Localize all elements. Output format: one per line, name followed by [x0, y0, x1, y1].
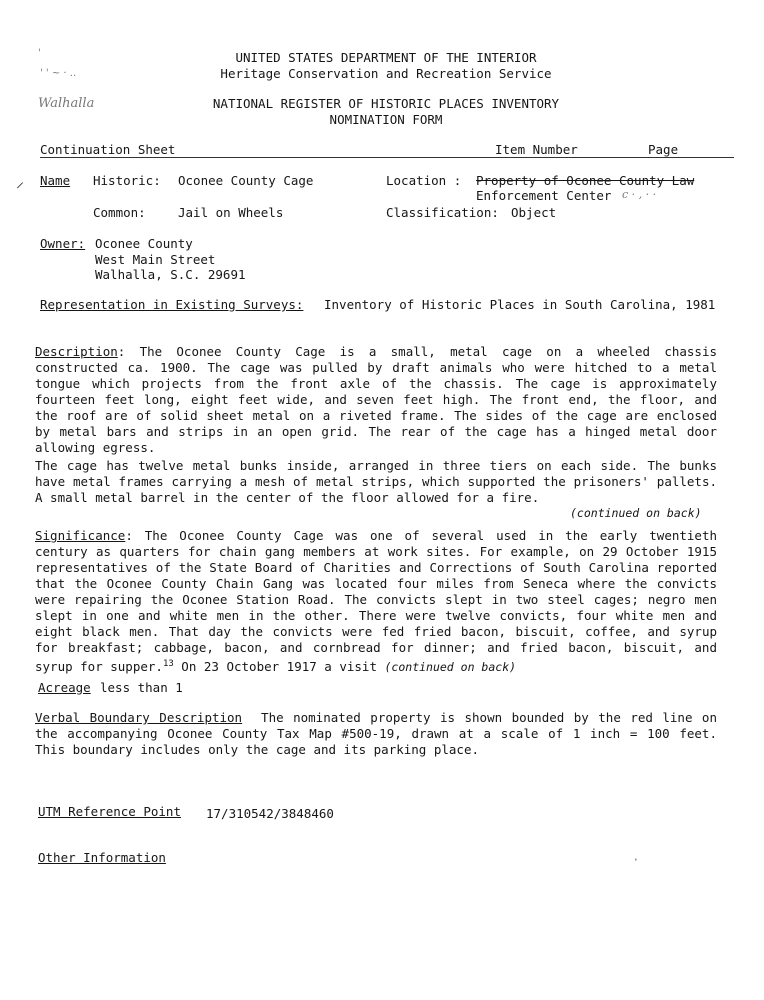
page-label: Page — [648, 142, 679, 157]
boundary-text: The nominated property is shown bounded by the red line on the accompanying Oconee County Tax Map #500-19, drawn at a scale of 1 inch = 100 feet. This boundary includes only the cage and its parking place. — [35, 710, 717, 757]
location-label: Location : — [386, 173, 462, 188]
common-label: Common: — [93, 205, 146, 220]
acreage-value: less than 1 — [100, 680, 183, 695]
margin-scribble: ' ' ~ · .. — [40, 68, 77, 79]
description-label: Description — [35, 344, 118, 359]
representation-value: Inventory of Historic Places in South Carolina, 1981 — [324, 297, 716, 312]
boundary-paragraph — [35, 710, 717, 758]
utm-value: 17/310542/3848460 — [206, 806, 334, 821]
name-label: Name — [40, 173, 71, 188]
owner-line-1: Oconee County — [95, 236, 193, 251]
historic-value: Oconee County Cage — [178, 173, 314, 188]
header-dept: UNITED STATES DEPARTMENT OF THE INTERIOR — [235, 50, 537, 65]
significance-text-end: On 23 October 1917 a visit — [173, 659, 385, 675]
owner-line-3: Walhalla, S.C. 29691 — [95, 267, 246, 282]
header-register: NATIONAL REGISTER OF HISTORIC PLACES INVENTORY — [212, 96, 560, 111]
description-continued: (continued on back) — [570, 506, 702, 520]
stray-mark: · — [632, 852, 640, 867]
owner-line-2: West Main Street — [95, 252, 216, 267]
location-value-2: Enforcement Center — [476, 188, 612, 203]
description-text: : The Oconee County Cage is a small, metal cage on a wheeled chassis constructed ca. 1900. The cage was pulled by draft animals who were hitched to a metal tongue which projects from the front axle of the chassis. The cage is approximately fourteen feet long, eight feet wide, and seven feet high. The front end, the floor, and the roof are of solid sheet metal on a riveted frame. The sides of the cage are enclosed by metal bars and strips in an open grid. The rear of the cage has a hinged metal door allowing egress. — [35, 344, 717, 455]
item-number-label: Item Number — [495, 142, 578, 157]
classification-label: Classification: — [386, 205, 499, 220]
other-information-label: Other Information — [38, 850, 166, 865]
utm-label: UTM Reference Point — [38, 804, 181, 819]
acreage-label: Acreage — [38, 680, 91, 695]
significance-text: : The Oconee County Cage was one of several used in the early twentieth century as quarters for chain gang members at work sites. For example, on 29 October 1915 representatives of the State Board of Charities and Corrections of South Carolina reported that the Oconee County Chain Gang was located four miles from Seneca where the convicts were repairing the Oconee Station Road. The convicts slept in two steel cages; negro men slept in one and white men in the other. There were twelve convicts, four white men and eight black men. That day the convicts were fed fried bacon, biscuit, coffee, and syrup for breakfast; cabbage, bacon, and cornbread for dinner; and fried bacon, biscuit, and syrup for supper. — [35, 528, 717, 675]
description-paragraph-2: The cage has twelve metal bunks inside, arranged in three tiers on each side. The bunks have metal frames carrying a mesh of metal strips, which supported the prisoners' pallets. A small metal barrel in the center of the floor allowed for a fire. — [35, 458, 717, 505]
margin-note-walhalla: Walhalla — [38, 96, 95, 111]
location-value-1: Property of Oconee County Law — [476, 173, 695, 188]
header-service: Heritage Conservation and Recreation Service — [220, 66, 552, 81]
significance-label: Significance — [35, 528, 126, 543]
continuation-rule — [40, 157, 734, 158]
significance-continued: (continued on back) — [384, 660, 517, 675]
boundary-label: Verbal Boundary Description — [35, 710, 243, 725]
significance-paragraph — [35, 528, 717, 675]
significance-footnote: 13 — [162, 659, 174, 669]
continuation-sheet-label: Continuation Sheet — [40, 142, 176, 157]
margin-scribble: ' — [38, 48, 41, 59]
historic-label: Historic: — [93, 173, 161, 188]
common-value: Jail on Wheels — [178, 205, 284, 220]
location-scribble: c · , · · — [622, 188, 657, 201]
name-checkmark: ⸝ — [16, 172, 25, 191]
classification-value: Object — [511, 205, 557, 220]
description-paragraph — [35, 344, 717, 456]
representation-label: Representation in Existing Surveys: — [40, 297, 304, 312]
owner-label: Owner: — [40, 236, 86, 251]
header-form: NOMINATION FORM — [329, 112, 443, 127]
